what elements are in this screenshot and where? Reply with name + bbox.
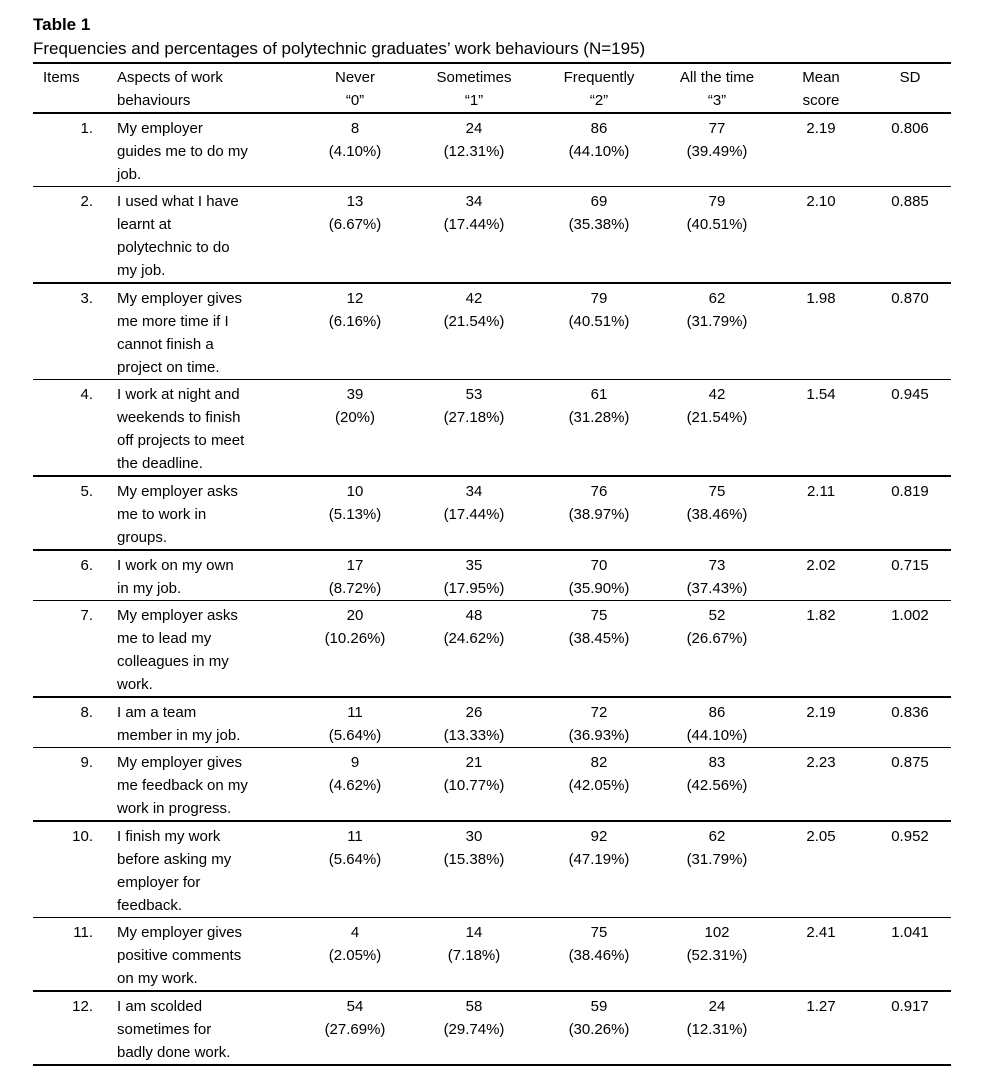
aspect-line: employer for: [117, 874, 201, 891]
table-row: [33, 476, 951, 550]
cell-never: [299, 380, 411, 477]
numeric-value: 24: [708, 998, 726, 1015]
percentage-value: (5.64%): [328, 727, 382, 744]
percentage-value: (29.74%): [443, 1021, 505, 1038]
numeric-value: 2.05: [806, 828, 836, 845]
cell-item-number: 3.: [80, 290, 93, 307]
numeric-value: 79: [708, 193, 726, 210]
percentage-value: (44.10%): [686, 727, 748, 744]
numeric-value: 1.54: [806, 386, 836, 403]
percentage-value: (42.56%): [686, 777, 748, 794]
numeric-value: 39: [346, 386, 364, 403]
cell-aspect: [115, 697, 299, 748]
numeric-value: 42: [708, 386, 726, 403]
cell-frequently: [537, 476, 661, 550]
percentage-value: (24.62%): [443, 630, 505, 647]
header-all-the-time: All the time “3”: [661, 63, 773, 113]
cell-mean-score: [773, 380, 869, 477]
percentage-value: (38.45%): [568, 630, 630, 647]
aspect-line: work.: [117, 676, 153, 693]
numeric-value: 1.98: [806, 290, 836, 307]
numeric-value: 21: [465, 754, 483, 771]
percentage-value: (44.10%): [568, 143, 630, 160]
aspect-line: member in my job.: [117, 727, 241, 744]
cell-never: [299, 187, 411, 284]
percentage-value: (31.79%): [686, 851, 748, 868]
cell-sd: [869, 697, 951, 748]
cell-frequently: [537, 697, 661, 748]
cell-sd: [869, 821, 951, 918]
percentage-value: (17.95%): [443, 580, 505, 597]
aspect-line: weekends to finish: [117, 409, 241, 426]
numeric-value: 11: [347, 828, 363, 845]
cell-item-number: 6.: [80, 557, 93, 574]
cell-aspect: [115, 380, 299, 477]
cell-never: [299, 113, 411, 187]
cell-sd: [869, 550, 951, 601]
aspect-line: I work on my own: [117, 557, 234, 574]
numeric-value: 0.917: [891, 998, 929, 1015]
header-frequently: Frequently “2”: [537, 63, 661, 113]
numeric-value: 75: [590, 607, 608, 624]
cell-mean-score: [773, 550, 869, 601]
aspect-line: project on time.: [117, 359, 220, 376]
numeric-value: 48: [465, 607, 483, 624]
percentage-value: (38.46%): [568, 947, 630, 964]
numeric-value: 34: [465, 483, 483, 500]
numeric-value: 35: [465, 557, 483, 574]
aspect-line: My employer asks: [117, 483, 238, 500]
aspect-line: I am scolded: [117, 998, 203, 1015]
cell-never: [299, 748, 411, 822]
aspect-line: feedback.: [117, 897, 183, 914]
numeric-value: 59: [590, 998, 608, 1015]
cell-sometimes: [411, 113, 537, 187]
work-behaviours-table: [33, 62, 951, 1066]
numeric-value: 86: [708, 704, 726, 721]
percentage-value: (17.44%): [443, 506, 505, 523]
percentage-value: (38.97%): [568, 506, 630, 523]
table-row: [33, 283, 951, 380]
aspect-line: before asking my: [117, 851, 232, 868]
numeric-value: 70: [590, 557, 608, 574]
aspect-line: colleagues in my: [117, 653, 229, 670]
cell-frequently: [537, 748, 661, 822]
header-mean-score: Mean score: [773, 63, 869, 113]
numeric-value: 9: [350, 754, 360, 771]
cell-item-number: 2.: [80, 193, 93, 210]
numeric-value: 2.41: [806, 924, 836, 941]
cell-aspect: [115, 918, 299, 992]
numeric-value: 2.19: [806, 120, 836, 137]
cell-sd: [869, 476, 951, 550]
percentage-value: (6.16%): [328, 313, 382, 330]
cell-all-the-time: [661, 821, 773, 918]
numeric-value: 2.02: [806, 557, 836, 574]
table-row: [33, 748, 951, 822]
percentage-value: (27.69%): [324, 1021, 386, 1038]
numeric-value: 75: [708, 483, 726, 500]
aspect-line: My employer: [117, 120, 203, 137]
numeric-value: 2.11: [806, 483, 836, 500]
percentage-value: (39.49%): [686, 143, 748, 160]
table-row: [33, 187, 951, 284]
cell-item-number: 11.: [73, 924, 93, 941]
percentage-value: (21.54%): [686, 409, 748, 426]
cell-never: [299, 697, 411, 748]
aspect-line: off projects to meet: [117, 432, 245, 449]
cell-aspect: [115, 821, 299, 918]
cell-frequently: [537, 113, 661, 187]
percentage-value: (13.33%): [443, 727, 505, 744]
aspect-line: on my work.: [117, 970, 198, 987]
numeric-value: 2.23: [806, 754, 836, 771]
numeric-value: 0.819: [891, 483, 929, 500]
cell-mean-score: [773, 283, 869, 380]
cell-mean-score: [773, 821, 869, 918]
percentage-value: (5.64%): [328, 851, 382, 868]
cell-sd: [869, 283, 951, 380]
cell-all-the-time: [661, 991, 773, 1065]
numeric-value: 54: [346, 998, 364, 1015]
cell-all-the-time: [661, 113, 773, 187]
cell-sometimes: [411, 476, 537, 550]
cell-aspect: [115, 550, 299, 601]
numeric-value: 0.952: [891, 828, 929, 845]
numeric-value: 73: [708, 557, 726, 574]
cell-sometimes: [411, 697, 537, 748]
numeric-value: 0.806: [891, 120, 929, 137]
aspect-line: My employer gives: [117, 924, 243, 941]
numeric-value: 26: [465, 704, 483, 721]
percentage-value: (27.18%): [443, 409, 505, 426]
cell-all-the-time: [661, 550, 773, 601]
cell-mean-score: [773, 187, 869, 284]
cell-item-number: 10.: [72, 828, 93, 845]
aspect-line: polytechnic to do: [117, 239, 230, 256]
aspect-line: I finish my work: [117, 828, 221, 845]
numeric-value: 13: [346, 193, 364, 210]
aspect-line: groups.: [117, 529, 168, 546]
aspect-line: My employer gives: [117, 754, 243, 771]
table-row: [33, 113, 951, 187]
percentage-value: (52.31%): [686, 947, 748, 964]
aspect-line: work in progress.: [117, 800, 232, 817]
aspect-line: positive comments: [117, 947, 242, 964]
cell-all-the-time: [661, 697, 773, 748]
cell-sd: [869, 113, 951, 187]
percentage-value: (6.67%): [328, 216, 382, 233]
cell-sometimes: [411, 918, 537, 992]
numeric-value: 72: [590, 704, 608, 721]
numeric-value: 2.19: [806, 704, 836, 721]
cell-aspect: [115, 601, 299, 698]
cell-all-the-time: [661, 748, 773, 822]
percentage-value: (4.62%): [328, 777, 382, 794]
numeric-value: 1.002: [891, 607, 929, 624]
cell-aspect: [115, 476, 299, 550]
numeric-value: 52: [708, 607, 726, 624]
cell-never: [299, 918, 411, 992]
aspect-line: me more time if I: [117, 313, 229, 330]
cell-sometimes: [411, 748, 537, 822]
numeric-value: 102: [704, 924, 730, 941]
aspect-line: my job.: [117, 262, 166, 279]
percentage-value: (5.13%): [328, 506, 382, 523]
cell-never: [299, 550, 411, 601]
aspect-line: I am a team: [117, 704, 197, 721]
cell-frequently: [537, 380, 661, 477]
numeric-value: 17: [346, 557, 364, 574]
numeric-value: 20: [346, 607, 364, 624]
cell-frequently: [537, 601, 661, 698]
table-caption: Frequencies and percentages of polytechnic graduates’ work behaviours (N=195): [33, 39, 646, 58]
percentage-value: (35.90%): [568, 580, 630, 597]
header-sd: SD: [869, 63, 951, 113]
cell-frequently: [537, 991, 661, 1065]
cell-sd: [869, 380, 951, 477]
numeric-value: 0.875: [891, 754, 929, 771]
numeric-value: 61: [590, 386, 608, 403]
table-row: [33, 550, 951, 601]
numeric-value: 79: [590, 290, 608, 307]
percentage-value: (20%): [334, 409, 375, 426]
cell-aspect: [115, 748, 299, 822]
numeric-value: 24: [465, 120, 483, 137]
numeric-value: 92: [590, 828, 608, 845]
aspect-line: the deadline.: [117, 455, 203, 472]
aspect-line: My employer asks: [117, 607, 238, 624]
numeric-value: 0.945: [891, 386, 929, 403]
percentage-value: (37.43%): [686, 580, 748, 597]
header-sometimes: Sometimes “1”: [411, 63, 537, 113]
aspect-line: me to work in: [117, 506, 207, 523]
cell-sd: [869, 187, 951, 284]
cell-mean-score: [773, 476, 869, 550]
percentage-value: (35.38%): [568, 216, 630, 233]
table-row: [33, 380, 951, 477]
cell-mean-score: [773, 113, 869, 187]
cell-sd: [869, 748, 951, 822]
aspect-line: badly done work.: [117, 1044, 231, 1061]
aspect-line: My employer gives: [117, 290, 243, 307]
header-items: Items: [33, 63, 115, 113]
cell-item-number: 4.: [80, 386, 93, 403]
numeric-value: 1.27: [806, 998, 836, 1015]
cell-frequently: [537, 821, 661, 918]
table-row: [33, 821, 951, 918]
table-row: [33, 991, 951, 1065]
percentage-value: (36.93%): [568, 727, 630, 744]
percentage-value: (17.44%): [443, 216, 505, 233]
header-row: [33, 63, 951, 113]
numeric-value: 69: [590, 193, 608, 210]
numeric-value: 14: [465, 924, 483, 941]
aspect-line: sometimes for: [117, 1021, 212, 1038]
cell-sometimes: [411, 821, 537, 918]
aspect-line: job.: [117, 166, 142, 183]
numeric-value: 0.836: [891, 704, 929, 721]
percentage-value: (40.51%): [686, 216, 748, 233]
percentage-value: (31.28%): [568, 409, 630, 426]
numeric-value: 30: [465, 828, 483, 845]
percentage-value: (31.79%): [686, 313, 748, 330]
cell-all-the-time: [661, 918, 773, 992]
cell-sometimes: [411, 283, 537, 380]
cell-never: [299, 283, 411, 380]
numeric-value: 0.715: [891, 557, 929, 574]
percentage-value: (12.31%): [443, 143, 505, 160]
cell-frequently: [537, 918, 661, 992]
numeric-value: 62: [708, 828, 726, 845]
cell-frequently: [537, 283, 661, 380]
cell-sometimes: [411, 187, 537, 284]
percentage-value: (40.51%): [568, 313, 630, 330]
aspect-line: me to lead my: [117, 630, 212, 647]
numeric-value: 62: [708, 290, 726, 307]
percentage-value: (30.26%): [568, 1021, 630, 1038]
numeric-value: 58: [465, 998, 483, 1015]
numeric-value: 11: [347, 704, 363, 721]
numeric-value: 1.041: [891, 924, 929, 941]
percentage-value: (8.72%): [328, 580, 382, 597]
numeric-value: 53: [465, 386, 483, 403]
cell-mean-score: [773, 697, 869, 748]
cell-frequently: [537, 550, 661, 601]
cell-never: [299, 601, 411, 698]
numeric-value: 76: [590, 483, 608, 500]
numeric-value: 75: [590, 924, 608, 941]
cell-sd: [869, 991, 951, 1065]
cell-never: [299, 821, 411, 918]
cell-all-the-time: [661, 601, 773, 698]
cell-never: [299, 991, 411, 1065]
header-never: Never “0”: [299, 63, 411, 113]
cell-frequently: [537, 187, 661, 284]
cell-item-number: 7.: [80, 607, 93, 624]
cell-item-number: 12.: [72, 998, 93, 1015]
aspect-line: guides me to do my: [117, 143, 248, 160]
cell-item-number: 8.: [80, 704, 93, 721]
header-aspects: Aspects of work behaviours: [115, 63, 299, 113]
aspect-line: I work at night and: [117, 386, 240, 403]
table-label: Table 1: [33, 15, 91, 34]
percentage-value: (38.46%): [686, 506, 748, 523]
percentage-value: (4.10%): [328, 143, 382, 160]
cell-all-the-time: [661, 187, 773, 284]
aspect-line: in my job.: [117, 580, 182, 597]
numeric-value: 1.82: [806, 607, 836, 624]
numeric-value: 0.870: [891, 290, 929, 307]
cell-mean-score: [773, 918, 869, 992]
cell-mean-score: [773, 991, 869, 1065]
percentage-value: (2.05%): [328, 947, 382, 964]
cell-all-the-time: [661, 380, 773, 477]
numeric-value: 34: [465, 193, 483, 210]
cell-aspect: [115, 991, 299, 1065]
table-row: [33, 601, 951, 698]
cell-sometimes: [411, 550, 537, 601]
cell-item-number: 9.: [80, 754, 93, 771]
percentage-value: (7.18%): [447, 947, 501, 964]
numeric-value: 4: [350, 924, 360, 941]
percentage-value: (10.77%): [443, 777, 505, 794]
numeric-value: 42: [465, 290, 483, 307]
cell-aspect: [115, 283, 299, 380]
percentage-value: (12.31%): [686, 1021, 748, 1038]
percentage-value: (15.38%): [443, 851, 505, 868]
aspect-line: me feedback on my: [117, 777, 248, 794]
numeric-value: 86: [590, 120, 608, 137]
cell-sd: [869, 918, 951, 992]
cell-sometimes: [411, 380, 537, 477]
table-page: [33, 14, 951, 1066]
percentage-value: (10.26%): [324, 630, 386, 647]
cell-sd: [869, 601, 951, 698]
aspect-line: cannot finish a: [117, 336, 214, 353]
numeric-value: 77: [708, 120, 726, 137]
table-body: [33, 113, 951, 1065]
cell-mean-score: [773, 748, 869, 822]
cell-all-the-time: [661, 283, 773, 380]
table-row: [33, 697, 951, 748]
numeric-value: 8: [350, 120, 360, 137]
cell-mean-score: [773, 601, 869, 698]
numeric-value: 82: [590, 754, 608, 771]
cell-sometimes: [411, 991, 537, 1065]
numeric-value: 83: [708, 754, 726, 771]
cell-never: [299, 476, 411, 550]
aspect-line: learnt at: [117, 216, 172, 233]
cell-item-number: 5.: [80, 483, 93, 500]
numeric-value: 0.885: [891, 193, 929, 210]
numeric-value: 2.10: [806, 193, 836, 210]
cell-all-the-time: [661, 476, 773, 550]
percentage-value: (47.19%): [568, 851, 630, 868]
numeric-value: 12: [346, 290, 364, 307]
percentage-value: (21.54%): [443, 313, 505, 330]
table-row: [33, 918, 951, 992]
cell-aspect: [115, 113, 299, 187]
cell-aspect: [115, 187, 299, 284]
aspect-line: I used what I have: [117, 193, 239, 210]
cell-item-number: 1.: [80, 120, 93, 137]
numeric-value: 10: [346, 483, 364, 500]
percentage-value: (26.67%): [686, 630, 748, 647]
cell-sometimes: [411, 601, 537, 698]
percentage-value: (42.05%): [568, 777, 630, 794]
